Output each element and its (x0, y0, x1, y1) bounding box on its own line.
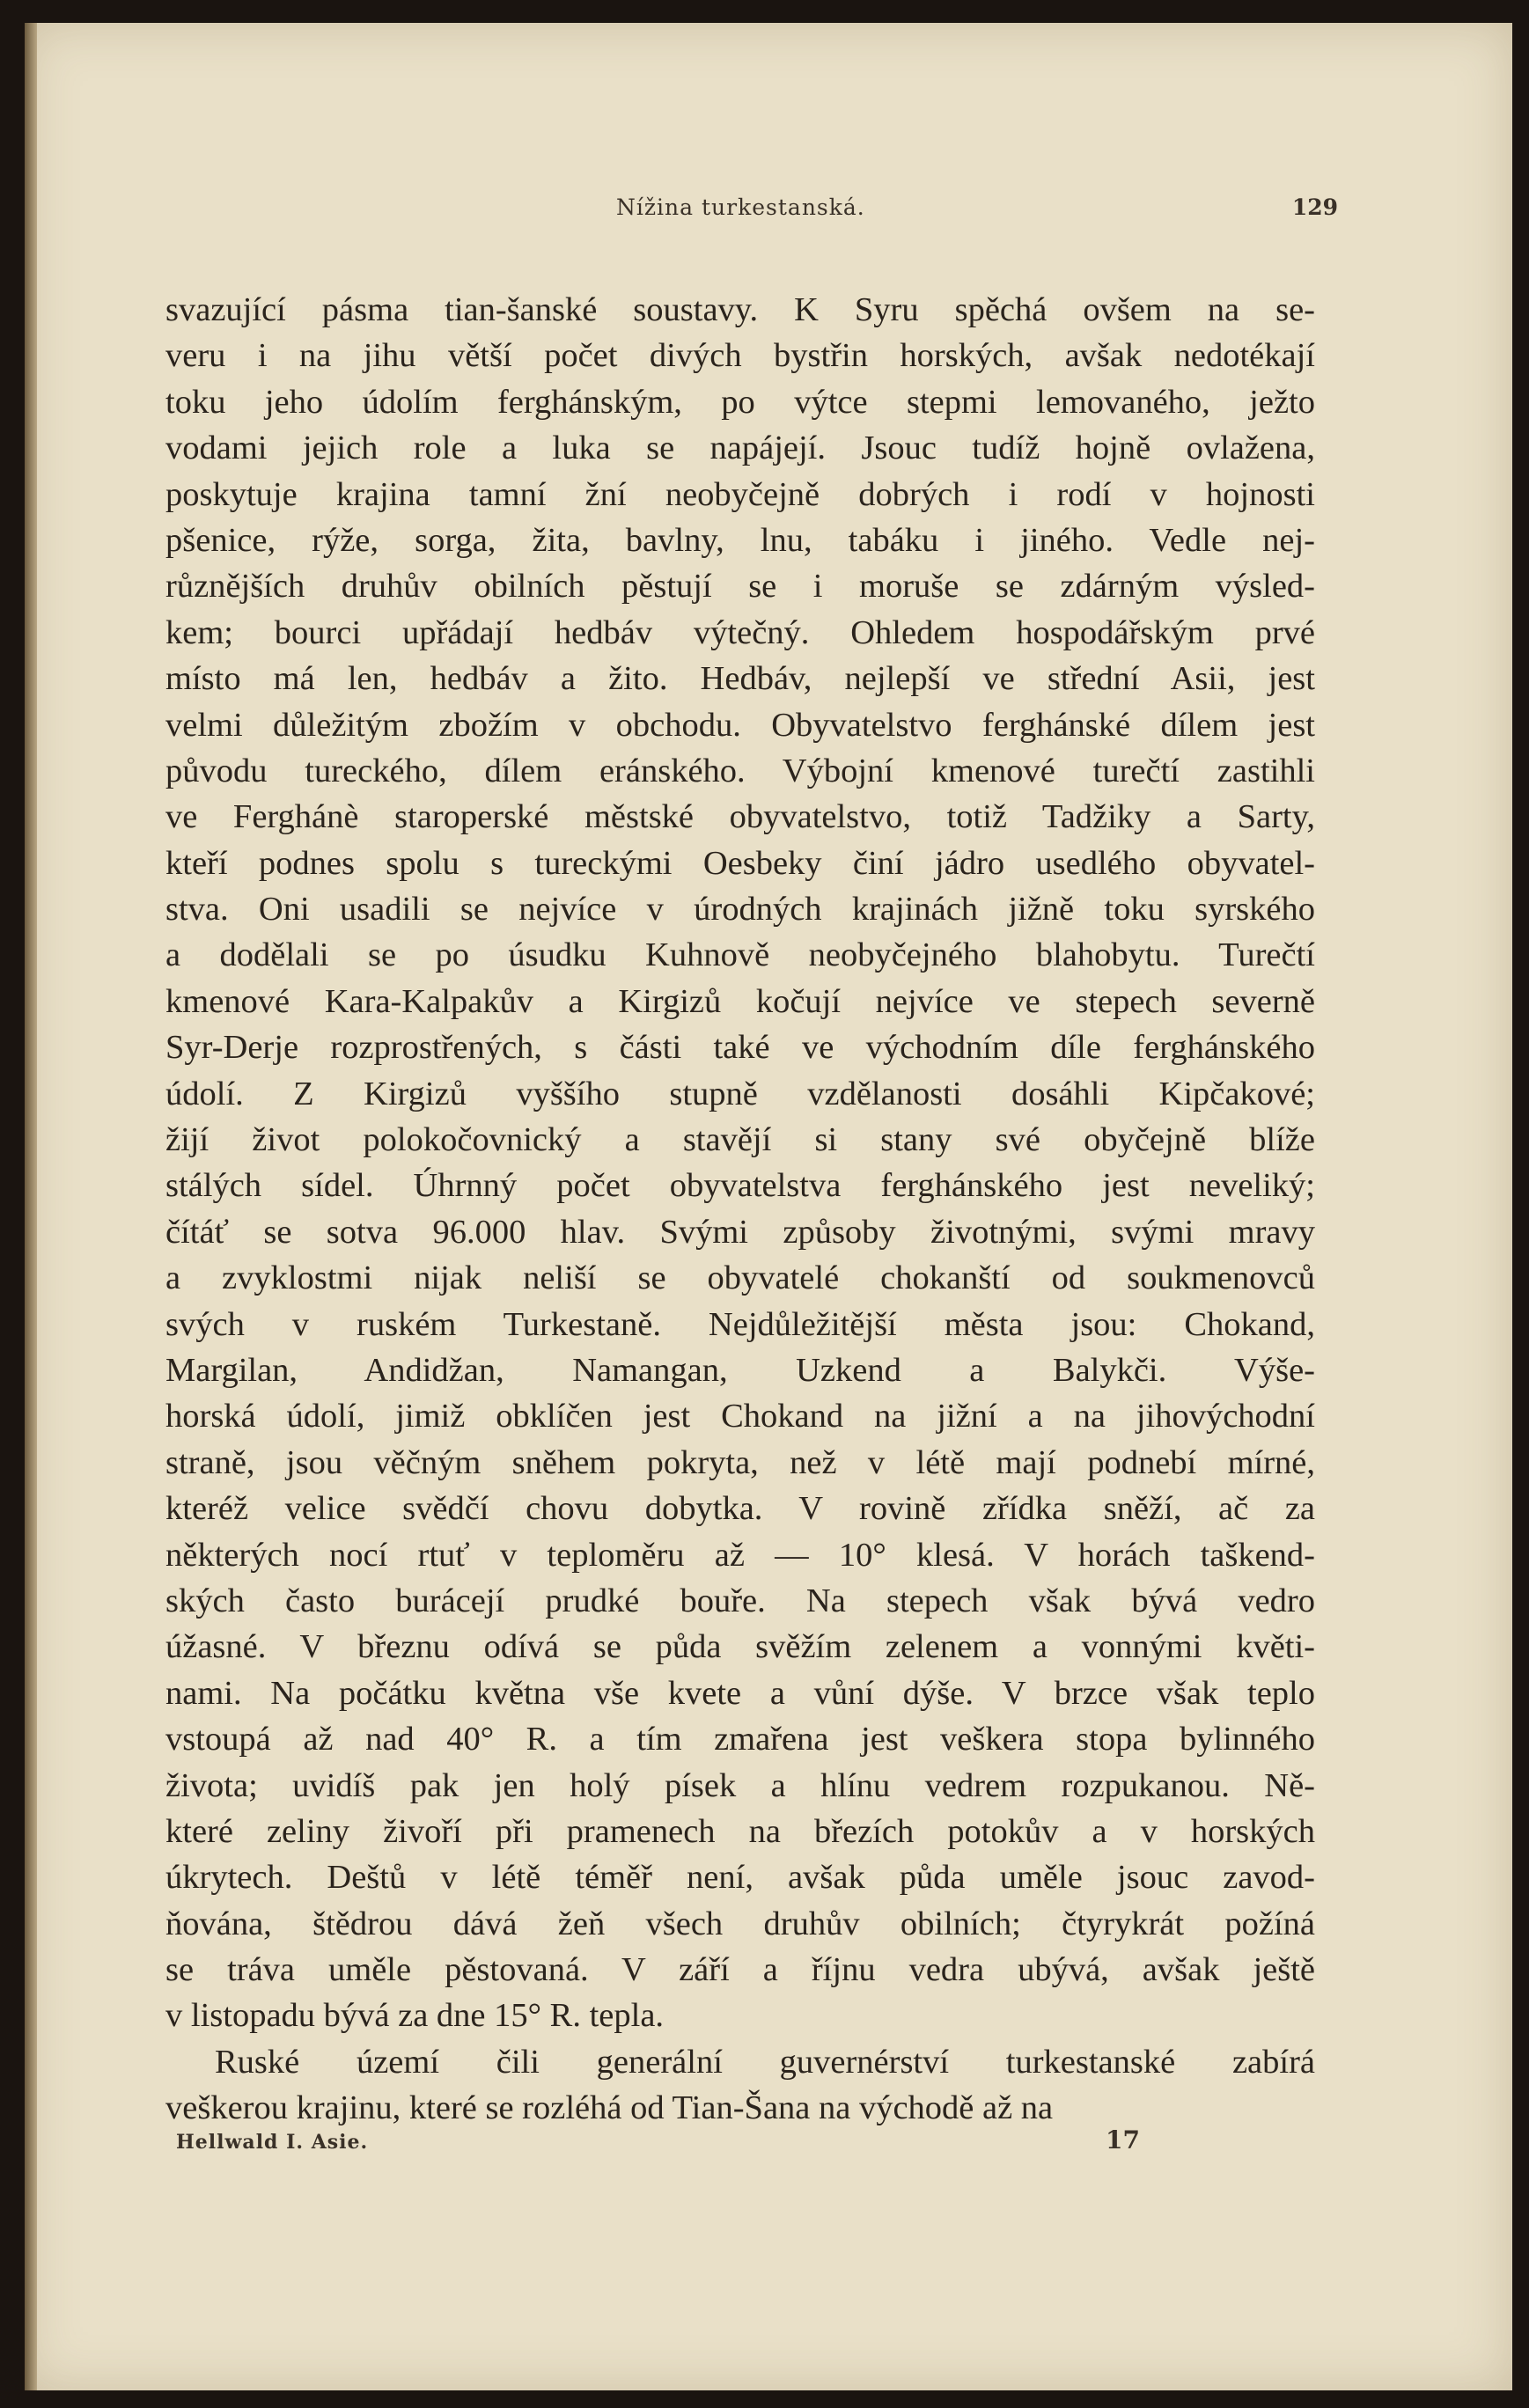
text-line: veškerou krajinu, které se rozléhá od Tian-Šana na východě až na (165, 2089, 1054, 2127)
text-line: stálých sídel. Úhrnný počet obyvatelstva ferghánského jest neveliký; (165, 1167, 1315, 1205)
text-line: velmi důležitým zbožím v obchodu. Obyvatelstvo ferghánské dílem jest (165, 706, 1315, 744)
text-line: místo má len, hedbáv a žito. Hedbáv, nejlepší ve střední Asii, jest (165, 660, 1315, 698)
text-line: žijí život polokočovnický a stavějí si stany své obyčejně blíže (165, 1121, 1315, 1159)
text-line: horská údolí, jimiž obklíčen jest Chokand na jižní a na jihovýchodní (165, 1398, 1315, 1435)
text-line: a dodělali se po úsudku Kuhnově neobyčejného blahobytu. Turečtí (165, 936, 1315, 974)
running-title: Nížina turkestanská. (616, 195, 865, 220)
text-line: Syr-Derje rozprostřených, s části také ve východním díle ferghánského (165, 1029, 1315, 1067)
text-line: toku jeho údolím ferghánským, po výtce stepmi lemovaného, ježto (165, 383, 1315, 421)
text-line: kmenové Kara-Kalpakův a Kirgizů kočují nejvíce ve stepech severně (165, 982, 1315, 1020)
text-line: straně, jsou věčným sněhem pokryta, než v létě mají podnebí mírné, (165, 1443, 1315, 1481)
text-line: kteréž velice svědčí chovu dobytka. V rovině zřídka sněží, ač za (165, 1490, 1315, 1528)
text-line: Ruské území čili generální guvernérství turkestanské zabírá (215, 2043, 1315, 2081)
text-line: se tráva uměle pěstovaná. V září a říjnu vedra ubývá, avšak ještě (165, 1951, 1315, 1989)
text-line: pšenice, rýže, sorga, žita, bavlny, lnu, tabáku i jiného. Vedle nej- (165, 521, 1315, 559)
printer-signature: Hellwald I. Asie. (176, 2131, 369, 2154)
text-line: původu tureckého, dílem eránského. Výbojní kmenové turečtí zastihli (165, 752, 1315, 789)
text-line: vodami jejich role a luka se napájejí. Jsouc tudíž hojně ovlažena, (165, 429, 1315, 467)
text-line: v listopadu bývá za dne 15° R. tepla. (165, 1997, 665, 2035)
text-line: ve Ferghánè staroperské městské obyvatelstvo, totiž Tadžiky a Sarty, (165, 798, 1315, 836)
running-header (588, 195, 1338, 230)
page-number: 129 (1291, 195, 1338, 220)
text-line: různějších druhův obilních pěstují se i moruše se zdárným výsled- (165, 568, 1315, 606)
book-page (25, 23, 1512, 2390)
page-footer (176, 2125, 1144, 2166)
text-line: poskytuje krajina tamní žní neobyčejně dobrých i rodí v hojnosti (165, 475, 1315, 513)
text-line: nami. Na počátku května vše kvete a vůní dýše. V brzce však teplo (165, 1674, 1315, 1712)
text-line: ňována, štědrou dává žeň všech druhův obilních; čtyrykrát požíná (165, 1905, 1315, 1942)
text-line: kteří podnes spolu s tureckými Oesbeky činí jádro usedlého obyvatel- (165, 844, 1315, 882)
text-line: svých v ruském Turkestaně. Nejdůležitější města jsou: Chokand, (165, 1305, 1315, 1343)
text-line: života; uvidíš pak jen holý písek a hlínu vedrem rozpukanou. Ně- (165, 1766, 1315, 1804)
text-line: úžasné. V březnu odívá se půda svěžím zelenem a vonnými květi- (165, 1628, 1315, 1666)
text-line: svazující pásma tian-šanské soustavy. K Syru spěchá ovšem na se- (165, 291, 1315, 328)
text-line: Margilan, Andidžan, Namangan, Uzkend a Balykči. Výše- (165, 1351, 1315, 1389)
page-binding-edge (25, 23, 37, 2390)
text-line: některých nocí rtuť v teploměru až — 10° klesá. V horách taškend- (165, 1536, 1315, 1574)
body-text (165, 287, 1315, 2132)
text-line: kem; bourci upřádají hedbáv výtečný. Ohledem hospodářským prvé (165, 613, 1315, 651)
text-line: údolí. Z Kirgizů vyššího stupně vzdělanosti dosáhli Kipčakové; (165, 1075, 1315, 1112)
text-line: úkrytech. Deštů v létě téměř není, avšak půda uměle jsouc zavod- (165, 1859, 1315, 1897)
text-line: čítáť se sotva 96.000 hlav. Svými způsoby životnými, svými mravy (165, 1213, 1315, 1251)
text-line: a zvyklostmi nijak neliší se obyvatelé chokanští od soukmenovců (165, 1259, 1315, 1297)
text-line: které zeliny živoří při pramenech na březích potokův a v horských (165, 1812, 1315, 1850)
text-line: veru i na jihu větší počet divých bystřin horských, avšak nedotékají (165, 337, 1315, 375)
text-line: stva. Oni usadili se nejvíce v úrodných krajinách jižně toku syrského (165, 891, 1315, 929)
text-line: ských často burácejí prudké bouře. Na stepech však bývá vedro (165, 1582, 1315, 1619)
sheet-number: 17 (1106, 2125, 1140, 2155)
text-line: vstoupá až nad 40° R. a tím zmařena jest veškera stopa bylinného (165, 1721, 1315, 1758)
